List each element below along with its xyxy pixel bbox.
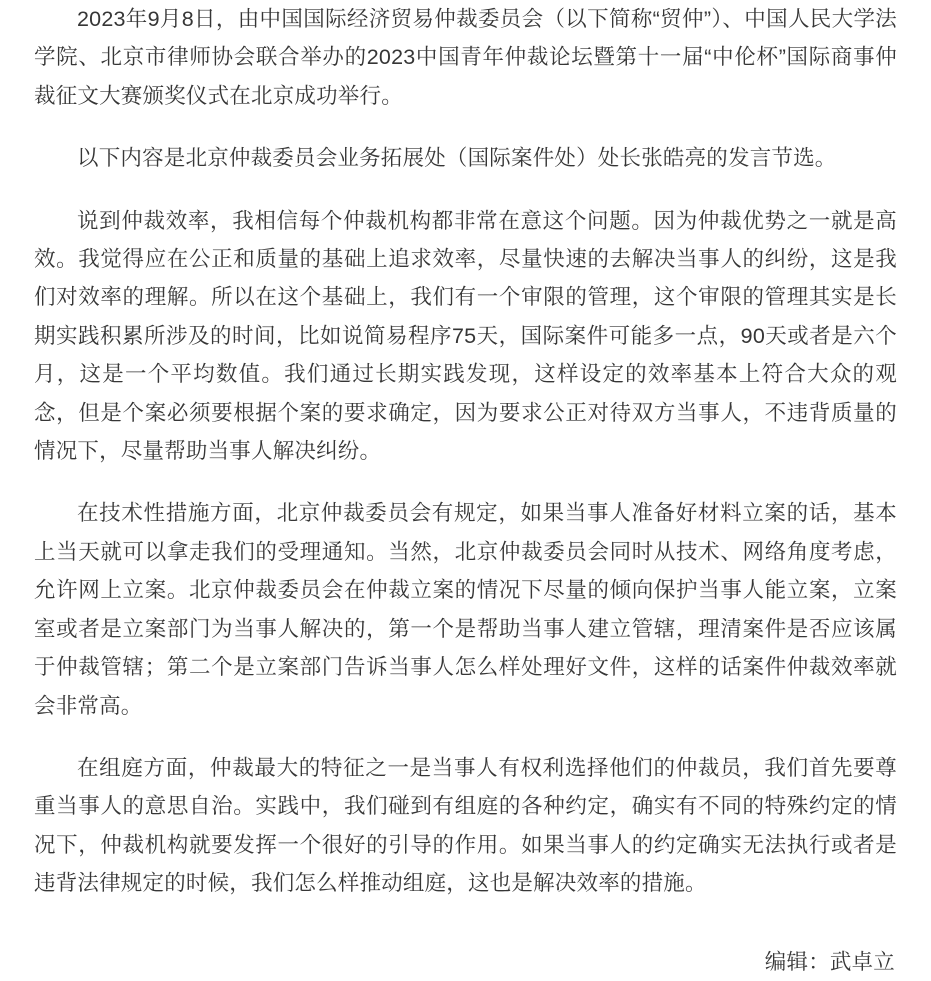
article-paragraph-3: 说到仲裁效率，我相信每个仲裁机构都非常在意这个问题。因为仲裁优势之一就是高效。我觉得应在公正和质量的基础上追求效率，尽量快速的去解决当事人的纠纷，这是我们对效率的理解。所以在这个基础上，我们有一个审限的管理，这个审限的管理其实是长期实践积累所涉及的时间，比如说简易程序75天，国际案件可能多一点，90天或者是六个月，这是一个平均数值。我们通过长期实践发现，这样设定的效率基本上符合大众的观念，但是个案必须要根据个案的要求确定，因为要求公正对待双方当事人，不违背质量的情况下，尽量帮助当事人解决纠纷。 (34, 208, 897, 464)
article-paragraph-4: 在技术性措施方面，北京仲裁委员会有规定，如果当事人准备好材料立案的话，基本上当天就可以拿走我们的受理通知。当然，北京仲裁委员会同时从技术、网络角度考虑，允许网上立案。北京仲裁委员会在仲裁立案的情况下尽量的倾向保护当事人能立案，立案室或者是立案部门为当事人解决的，第一个是帮助当事人建立管辖，理清案件是否应该属于仲裁管辖；第二个是立案部门告诉当事人怎么样处理好文件，这样的话案件仲裁效率就会非常高。 (34, 501, 897, 718)
article-paragraph-2: 以下内容是北京仲裁委员会业务拓展处（国际案件处）处长张皓亮的发言节选。 (77, 146, 837, 171)
article-paragraph-1: 2023年9月8日，由中国国际经济贸易仲裁委员会（以下简称“贸仲”）、中国人民大学法学院、北京市律师协会联合举办的2023中国青年仲裁论坛暨第十一届“中伦杯”国际商事仲裁征文大赛颁奖仪式在北京成功举行。 (34, 7, 897, 108)
editor-credit: 编辑：武卓立 (764, 949, 895, 974)
article-paragraph-5: 在组庭方面，仲裁最大的特征之一是当事人有权利选择他们的仲裁员，我们首先要尊重当事人的意思自治。实践中，我们碰到有组庭的各种约定，确实有不同的特殊约定的情况下，仲裁机构就要发挥一个很好的引导的作用。如果当事人的约定确实无法执行或者是违背法律规定的时候，我们怎么样推动组庭，这也是解决效率的措施。 (34, 755, 897, 896)
article-credit-block (34, 943, 897, 981)
